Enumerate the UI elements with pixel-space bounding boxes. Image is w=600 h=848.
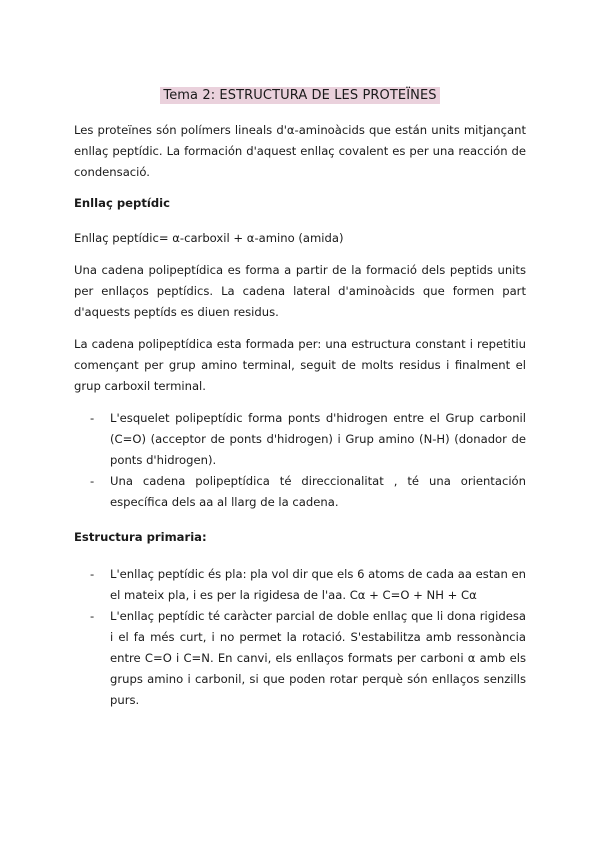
- bullet-dash: -: [90, 474, 95, 488]
- list-item: [90, 471, 526, 513]
- bullet-dash: -: [90, 567, 95, 581]
- intro-paragraph: Les proteïnes són polímers lineals d'α-aminoàcids que están units mitjançant enllaç peptídic. La formación d'aquest enllaç covalent es per una reacción de condensació.: [74, 123, 526, 179]
- paragraph-cadena-formada: La cadena polipeptídica esta formada per: una estructura constant i repetitiu començant per grup amino terminal, seguit de molts residus i finalment el grup carboxil terminal.: [74, 337, 526, 393]
- page-title: Tema 2: ESTRUCTURA DE LES PROTEÏNES: [160, 87, 439, 104]
- formula-line: Enllaç peptídic= α-carboxil + α-amino (amida): [74, 231, 344, 245]
- list-item: [90, 408, 526, 471]
- section-heading-estructura-primaria: Estructura primaria:: [74, 530, 207, 544]
- list-item-text: Una cadena polipeptídica té direccionalitat , té una orientación específica dels aa al llarg de la cadena.: [110, 474, 526, 509]
- bullet-dash: -: [90, 411, 95, 425]
- section-heading-enllac-peptidic: Enllaç peptídic: [74, 196, 170, 210]
- list-item-text: L'enllaç peptídic és pla: pla vol dir que els 6 atoms de cada aa estan en el mateix pla, i es per la rigidesa de l'aa. Cα + C=O + NH + Cα: [110, 567, 526, 602]
- bullet-list-estructura: [0, 564, 600, 711]
- list-item: [90, 606, 526, 711]
- list-item: [90, 564, 526, 606]
- title-container: [0, 84, 600, 104]
- bullet-list-enllac: [0, 408, 600, 513]
- bullet-dash: -: [90, 609, 95, 623]
- list-item-text: L'esquelet polipeptídic forma ponts d'hidrogen entre el Grup carbonil (C=O) (acceptor de ponts d'hidrogen) i Grup amino (N-H) (donador de ponts d'hidrogen).: [110, 411, 526, 467]
- list-item-text: L'enllaç peptídic té caràcter parcial de doble enllaç que li dona rigidesa i el fa més curt, i no permet la rotació. S'estabilitza amb ressonància entre C=O i C=N. En canvi, els enllaços formats per carboni α amb els grups amino i carbonil, si que poden rotar perquè són enllaços senzills purs.: [110, 609, 526, 707]
- paragraph-polipeptidica: Una cadena polipeptídica es forma a partir de la formació dels peptids units per enllaços peptídics. La cadena lateral d'aminoàcids que formen part d'aquests peptíds es diuen residus.: [74, 263, 526, 319]
